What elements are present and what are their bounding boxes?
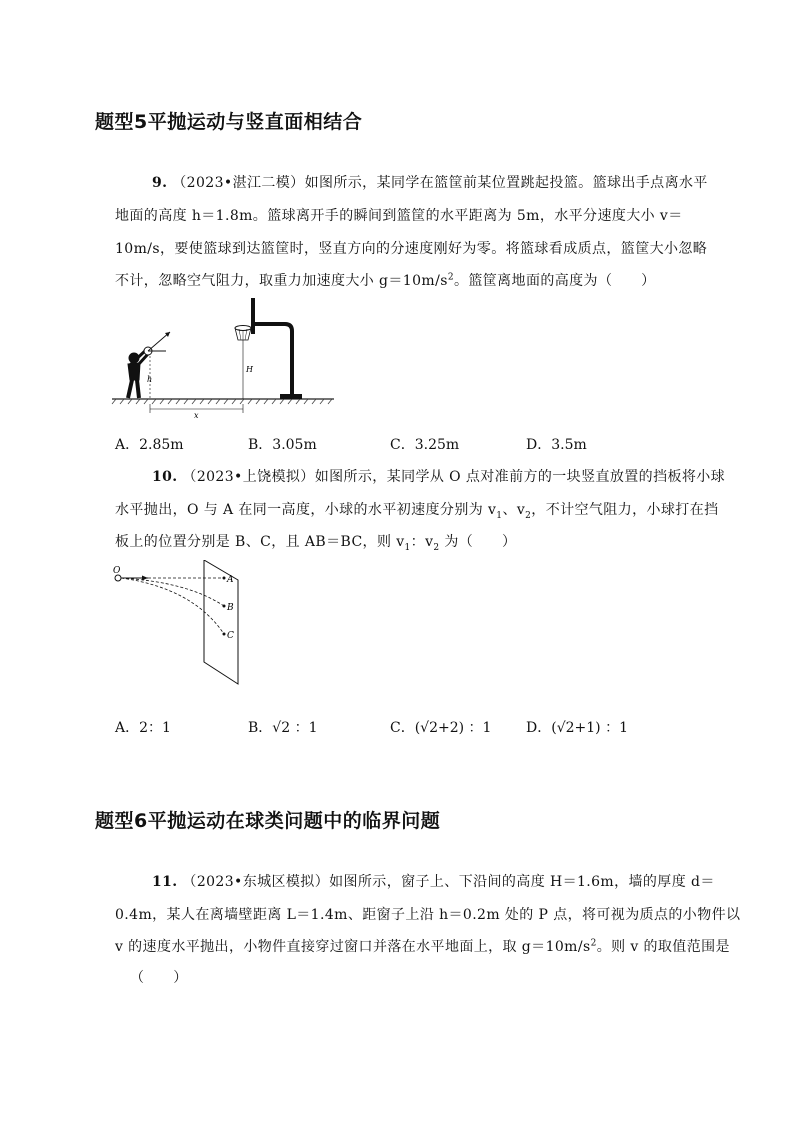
q9-line-2: 地面的高度 h＝1.8m。篮球离开手的瞬间到篮筐的水平距离为 5m，水平分速度大小 v＝ — [115, 208, 683, 224]
label-x: x — [194, 411, 199, 420]
label-h: h — [147, 375, 153, 384]
q10-line-3: 板上的位置分别是 B、C，且 AB＝BC，则 $v_1$：$v_2$ 为（ ） — [115, 534, 517, 553]
q10-option-d[interactable]: D．(√2+1) ：1 — [526, 720, 628, 736]
section-heading-6: 题型6平抛运动在球类问题中的临界问题 — [95, 810, 441, 832]
q9-line-1: 9. （2023•湛江二模）如图所示，某同学在篮筐前某位置跳起投篮。篮球出手点离水平 — [152, 175, 708, 191]
q9-option-d[interactable]: D．3.5m — [526, 437, 587, 453]
basketball-figure — [110, 296, 342, 424]
label-A: A — [227, 575, 234, 585]
q11-line-3: v 的速度水平抛出，小物件直接穿过窗口并落在水平地面上，取 $g=10m/s^2$。则 v 的取值范围是 — [115, 938, 730, 955]
label-B: B — [227, 603, 234, 613]
q9-option-c[interactable]: C．3.25m — [390, 437, 460, 453]
section-heading-5: 题型5平抛运动与竖直面相结合 — [95, 111, 363, 133]
q10-option-c[interactable]: C．(√2+2) ：1 — [390, 720, 492, 736]
q10-option-b[interactable]: B．√2 ：1 — [248, 720, 318, 736]
q11-line-1: 11. （2023•东城区模拟）如图所示，窗子上、下沿间的高度 H＝1.6m，墙的厚度 d＝ — [152, 874, 715, 890]
q9-number: 9. — [152, 175, 168, 191]
q9-option-a[interactable]: A．2.85m — [115, 437, 184, 453]
q9-line-4: 不计，忽略空气阻力，取重力加速度大小 $g=10m/s^2$。篮筐离地面的高度为（ ） — [115, 272, 656, 289]
label-H: H — [246, 365, 253, 374]
baffle-figure — [108, 560, 258, 686]
q9-option-b[interactable]: B．3.05m — [248, 437, 317, 453]
q11-line-2: 0.4m，某人在离墙壁距离 L＝1.4m、距窗子上沿 h＝0.2m 处的 P 点，将可视为质点的小物件以 — [115, 907, 741, 923]
q10-line-2: 水平抛出，O 与 A 在同一高度，小球的水平初速度分别为 $v_1$、$v_2$，不计空气阻力，小球打在挡 — [115, 502, 719, 521]
q11-line-4: （ ） — [130, 970, 188, 986]
q10-line-1: 10. （2023•上饶模拟）如图所示，某同学从 O 点对准前方的一块竖直放置的挡板将小球 — [152, 469, 726, 485]
q10-number: 10. — [152, 469, 178, 485]
label-C: C — [227, 631, 234, 641]
label-O: O — [113, 566, 121, 576]
q10-option-a[interactable]: A．2：1 — [115, 720, 171, 736]
q11-number: 11. — [152, 874, 178, 890]
q9-line-3: 10m/s，要使篮球到达篮筐时，竖直方向的分速度刚好为零。将篮球看成质点，篮筐大小忽略 — [115, 241, 708, 257]
basketball-hoop-icon — [235, 298, 302, 399]
player-icon — [128, 350, 148, 398]
